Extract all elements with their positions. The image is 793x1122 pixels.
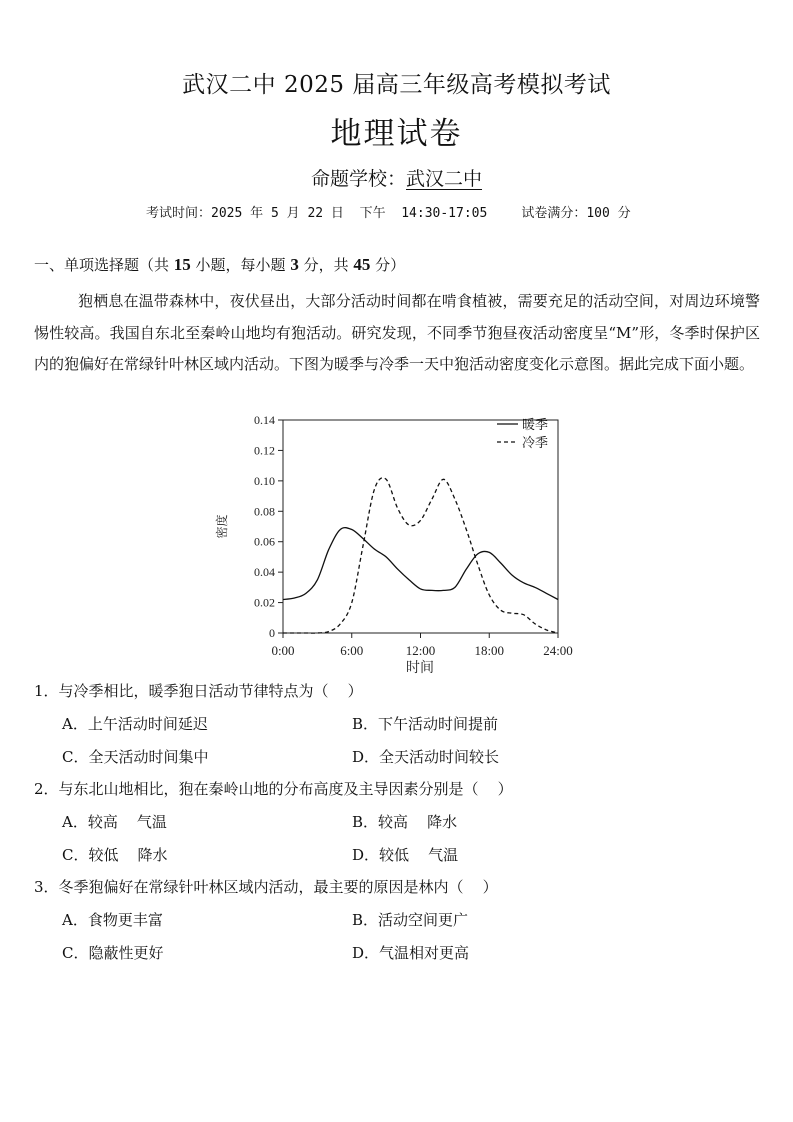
option-label: B． xyxy=(352,715,379,733)
series-layer xyxy=(283,478,558,633)
question-3 xyxy=(34,876,498,897)
question-text: 与冷季相比，暖季狍日活动节律特点为（ ） xyxy=(58,682,363,700)
exam-title: 武汉二中 2025 届高三年级高考模拟考试 xyxy=(182,72,611,98)
legend-label-cold: 冷季 xyxy=(522,435,549,450)
option-1-d[interactable] xyxy=(352,746,499,767)
subject-title: 地理试卷 xyxy=(330,116,463,152)
section-count: 15 xyxy=(173,255,191,274)
y-tick-label: 0.08 xyxy=(254,504,275,519)
series-line-warm xyxy=(283,528,558,600)
section-mid2: 分，共 xyxy=(298,256,354,274)
y-tick-label: 0.14 xyxy=(254,413,275,427)
option-label: A． xyxy=(62,715,88,733)
option-text: 活动空间更广 xyxy=(378,911,469,929)
option-label: C． xyxy=(62,944,89,962)
school-label: 命题学校： xyxy=(310,168,406,190)
exam-time: 考试时间：2025 年 5 月 22 日 下午 14:30-17:05 xyxy=(146,206,488,221)
option-text: 上午活动时间延迟 xyxy=(87,715,208,733)
option-text: 气温相对更高 xyxy=(379,944,470,962)
plot-frame xyxy=(283,420,558,633)
option-2-b[interactable] xyxy=(352,811,457,832)
option-text: 较低 气温 xyxy=(379,846,459,864)
option-label: D． xyxy=(352,944,380,962)
option-3-b[interactable] xyxy=(352,909,468,930)
section-each: 3 xyxy=(290,255,299,274)
option-label: D． xyxy=(352,846,380,864)
x-tick-label: 18:00 xyxy=(474,643,505,658)
question-2 xyxy=(34,778,513,799)
section-heading xyxy=(34,254,405,275)
option-2-a[interactable] xyxy=(62,811,167,832)
y-tick-label: 0.12 xyxy=(254,443,275,458)
school-name: 武汉二中 xyxy=(406,168,483,190)
section-mid1: 小题，每小题 xyxy=(190,256,291,274)
y-tick-label: 0 xyxy=(269,626,275,640)
x-tick-label: 6:00 xyxy=(340,643,364,658)
option-label: C． xyxy=(62,846,89,864)
option-label: C． xyxy=(62,748,89,766)
option-1-b[interactable] xyxy=(352,713,498,734)
x-axis xyxy=(271,633,572,658)
question-number: 3． xyxy=(34,878,59,896)
exam-info xyxy=(146,202,631,221)
option-3-d[interactable] xyxy=(352,942,469,963)
x-tick-label: 24:00 xyxy=(543,643,573,658)
option-1-a[interactable] xyxy=(62,713,208,734)
question-text: 与东北山地相比，狍在秦岭山地的分布高度及主导因素分别是（ ） xyxy=(58,780,513,798)
legend-label-warm: 暖季 xyxy=(522,417,549,432)
y-tick-label: 0.02 xyxy=(254,595,275,610)
activity-density-chart xyxy=(200,408,580,680)
option-text: 食物更丰富 xyxy=(87,911,163,929)
x-tick-label: 12:00 xyxy=(405,643,436,658)
y-tick-label: 0.04 xyxy=(254,565,275,580)
option-text: 下午活动时间提前 xyxy=(378,715,499,733)
x-axis-label: 时间 xyxy=(406,661,434,676)
section-prefix: 一、单项选择题（共 xyxy=(34,256,174,274)
option-text: 较高 降水 xyxy=(378,813,458,831)
option-label: B． xyxy=(352,813,379,831)
option-1-c[interactable] xyxy=(62,746,209,767)
option-text: 较高 气温 xyxy=(87,813,167,831)
question-text: 冬季狍偏好在常绿针叶林区域内活动，最主要的原因是林内（ ） xyxy=(58,878,498,896)
option-label: A． xyxy=(62,911,88,929)
section-suffix: 分） xyxy=(370,256,406,274)
question-number: 1． xyxy=(34,682,59,700)
y-tick-label: 0.06 xyxy=(254,534,275,549)
option-text: 隐蔽性更好 xyxy=(88,944,164,962)
section-total: 45 xyxy=(353,255,371,274)
y-axis xyxy=(254,413,283,640)
option-3-c[interactable] xyxy=(62,942,164,963)
series-line-cold xyxy=(283,478,558,633)
option-label: D． xyxy=(352,748,380,766)
option-label: B． xyxy=(352,911,379,929)
option-text: 全天活动时间集中 xyxy=(88,748,209,766)
option-2-d[interactable] xyxy=(352,844,458,865)
option-text: 较低 降水 xyxy=(88,846,168,864)
full-score: 试卷满分：100 分 xyxy=(521,206,631,221)
option-label: A． xyxy=(62,813,88,831)
passage-text: 狍栖息在温带森林中，夜伏昼出，大部分活动时间都在啃食植被，需要充足的活动空间，对周边环境警惕性较高。我国自东北至秦岭山地均有狍活动。研究发现，不同季节狍昼夜活动密度呈“M”形，冬季时保护区内的狍偏好在常绿针叶林区域内活动。下图为暖季与冷季一天中狍活动密度变化示意图。据此完成下面小题。 xyxy=(34,292,760,373)
x-tick-label: 0:00 xyxy=(271,643,295,658)
y-axis-label: 密度 xyxy=(215,514,229,539)
y-tick-label: 0.10 xyxy=(254,473,275,488)
school-line xyxy=(0,164,793,191)
question-number: 2． xyxy=(34,780,59,798)
option-3-a[interactable] xyxy=(62,909,163,930)
legend xyxy=(497,417,548,450)
question-1 xyxy=(34,680,363,701)
option-2-c[interactable] xyxy=(62,844,168,865)
option-text: 全天活动时间较长 xyxy=(379,748,500,766)
